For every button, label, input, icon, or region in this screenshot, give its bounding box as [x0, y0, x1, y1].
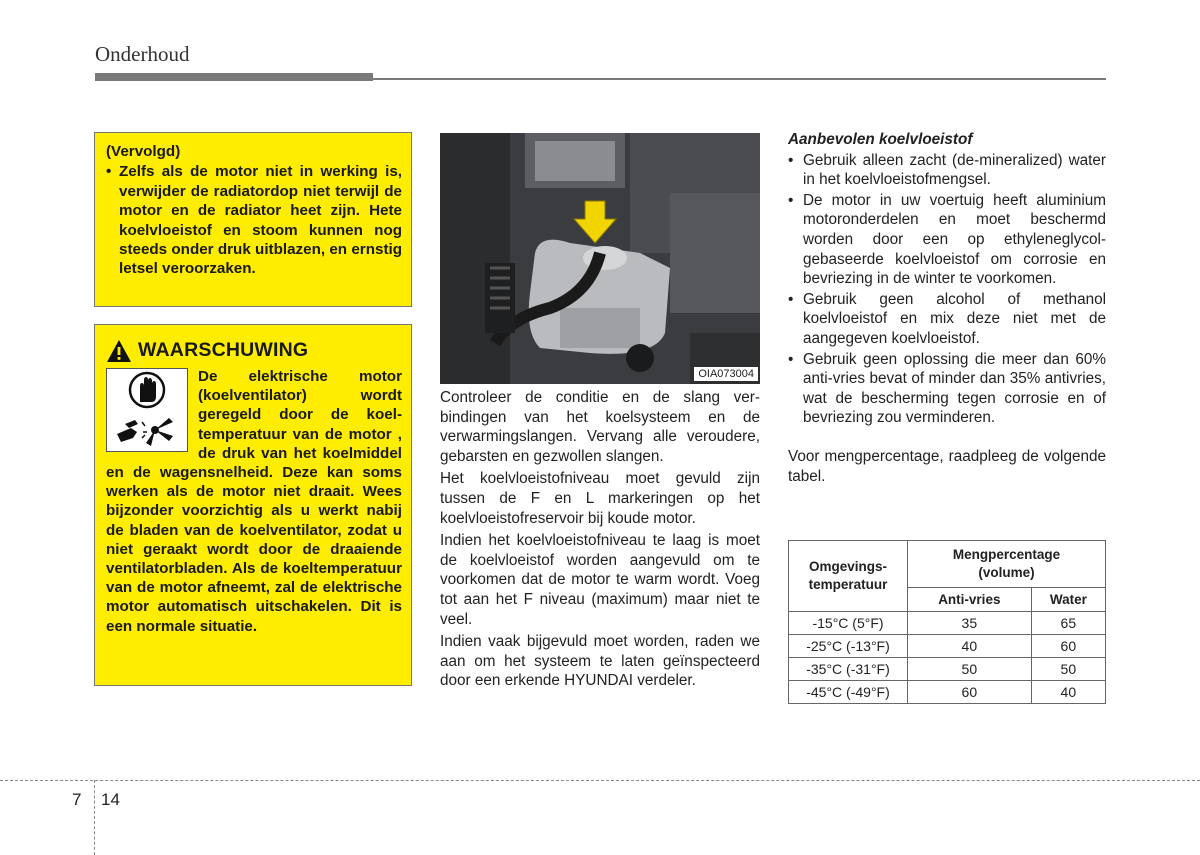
cell-water: 40 [1031, 681, 1105, 704]
warning-header [106, 337, 402, 365]
table-row [789, 612, 1106, 635]
cell-water: 60 [1031, 635, 1105, 658]
cell-antifreeze: 60 [908, 681, 1032, 704]
paragraph: Indien vaak bijgevuld moet worden, raden we aan om het systeem te laten geïnspecteerd door een erkende HYUNDAI verdeler. [440, 633, 760, 690]
caution-bullet [106, 162, 402, 278]
cell-antifreeze: 50 [908, 658, 1032, 681]
cell-temp: -45°C (-49°F) [789, 681, 908, 704]
header-mix-percentage: Mengpercentage (volume) [908, 541, 1106, 588]
list-item [788, 350, 1106, 428]
header-antifreeze: Anti-vries [908, 588, 1032, 612]
cell-temp: -15°C (5°F) [789, 612, 908, 635]
list-item-text: Gebruik geen oplossing die meer dan 60% anti-vries bevat of minder dan 35% antivries, wat de bescherming tegen corrosie en of bevriezing zou verminderen. [803, 350, 1106, 427]
fan-blade-hand-icon [107, 410, 187, 452]
cell-temp: -35°C (-31°F) [789, 658, 908, 681]
cell-temp: -25°C (-13°F) [789, 635, 908, 658]
footer-rule [0, 780, 1200, 781]
table-row [789, 635, 1106, 658]
cell-antifreeze: 40 [908, 635, 1032, 658]
right-column-text [788, 130, 1106, 486]
list-item [788, 290, 1106, 349]
chapter-number: 7 [72, 790, 82, 809]
middle-column-text [440, 388, 760, 694]
list-item-text: Gebruik alleen zacht (de-mineralized) water in het koelvloeistofmengsel. [803, 151, 1106, 189]
engine-bay-photo [440, 133, 760, 384]
paragraph: Indien het koelvloeistofniveau te laag is moet de koelvloeistof worden aangevuld om te voorkomen dat de motor te warm wordt. Voeg tot aan het F niveau (maximum) maar niet te veel. [440, 532, 760, 628]
list-item-text: De motor in uw voertuig heeft aluminium motoronderdelen en moet beschermd worden door een op ethyleneglycol-gebaseerde koelvloeistof om corrosie en bevriezing in de winter te voorkomen. [803, 191, 1106, 288]
warning-triangle-icon [106, 339, 132, 363]
header-rule-thin [373, 78, 1106, 80]
warning-box [94, 324, 412, 686]
cell-water: 65 [1031, 612, 1105, 635]
table-header-row [789, 541, 1106, 588]
paragraph: Controleer de conditie en de slang verbindingen van het koelsysteem en de verwarmingslangen. Vervang alle veroudere, gebarsten en gezwollen slangen. [440, 389, 760, 465]
bullet-dot: • [788, 151, 794, 169]
list-item-text: Gebruik geen alcohol of methanol koelvloeistof en mix deze niet met de aangegeven koelvloeistof. [803, 290, 1106, 347]
bullet-dot: • [788, 350, 794, 368]
header-rule-thick [95, 73, 373, 81]
cell-antifreeze: 35 [908, 612, 1032, 635]
footer-divider [94, 780, 95, 855]
hand-stop-icon [107, 369, 187, 411]
header-water: Water [1031, 588, 1105, 612]
page-number: 14 [101, 790, 120, 809]
bullet-dot: • [106, 163, 112, 181]
paragraph: Het koelvloeistofniveau moet gevuld zijn tussen de F en L markeringen op het koelvloeistofreservoir bij koude motor. [440, 470, 760, 527]
caution-bullet-text: Zelfs als de motor niet in werking is, verwijder de radiatordop niet terwijl de motor en de radiator heet zijn. Hete koelvloeistof en stoom kunnen nog steeds onder druk uitblazen, en ernstig letsel veroorzaken. [119, 163, 402, 278]
table-row [789, 681, 1106, 704]
caution-continued-label: (Vervolgd) [106, 143, 181, 160]
bullet-dot: • [788, 290, 794, 308]
caution-box [94, 132, 412, 307]
engine-bay-illustration [440, 133, 760, 384]
cell-water: 50 [1031, 658, 1105, 681]
section-title: Aanbevolen koelvloeistof [788, 131, 973, 148]
warning-title: WAARSCHUWING [138, 339, 309, 362]
warning-text: De elektrische motor (koelventilator) wordt geregeld door de koeltemperatuur van de motor , de druk van het koelmiddel en de wagensnelheid. Deze kan soms werken als de motor niet draait. Wees bijzonder voorzichtig als u werkt nabij de bladen van de koelventilator, zodat u niet geraakt wordt door de draaiende ventilatorbladen. Als de koeltemperatuur van de motor afneemt, zal de elektrische motor automatisch uitschakelen. Dit is een normale situatie. [106, 368, 402, 635]
table-row [789, 658, 1106, 681]
list-item [788, 151, 1106, 190]
fan-warning-pictogram [106, 368, 188, 452]
list-item [788, 191, 1106, 289]
bullet-dot: • [788, 191, 794, 209]
table-intro-text: Voor mengpercentage, raadpleeg de volgende tabel. [788, 447, 1106, 485]
header-ambient-temp: Omgevings-temperatuur [789, 541, 908, 612]
page-header-title: Onderhoud [95, 42, 190, 66]
photo-reference-code: OIA073004 [694, 367, 758, 381]
coolant-mix-table [788, 540, 1106, 704]
